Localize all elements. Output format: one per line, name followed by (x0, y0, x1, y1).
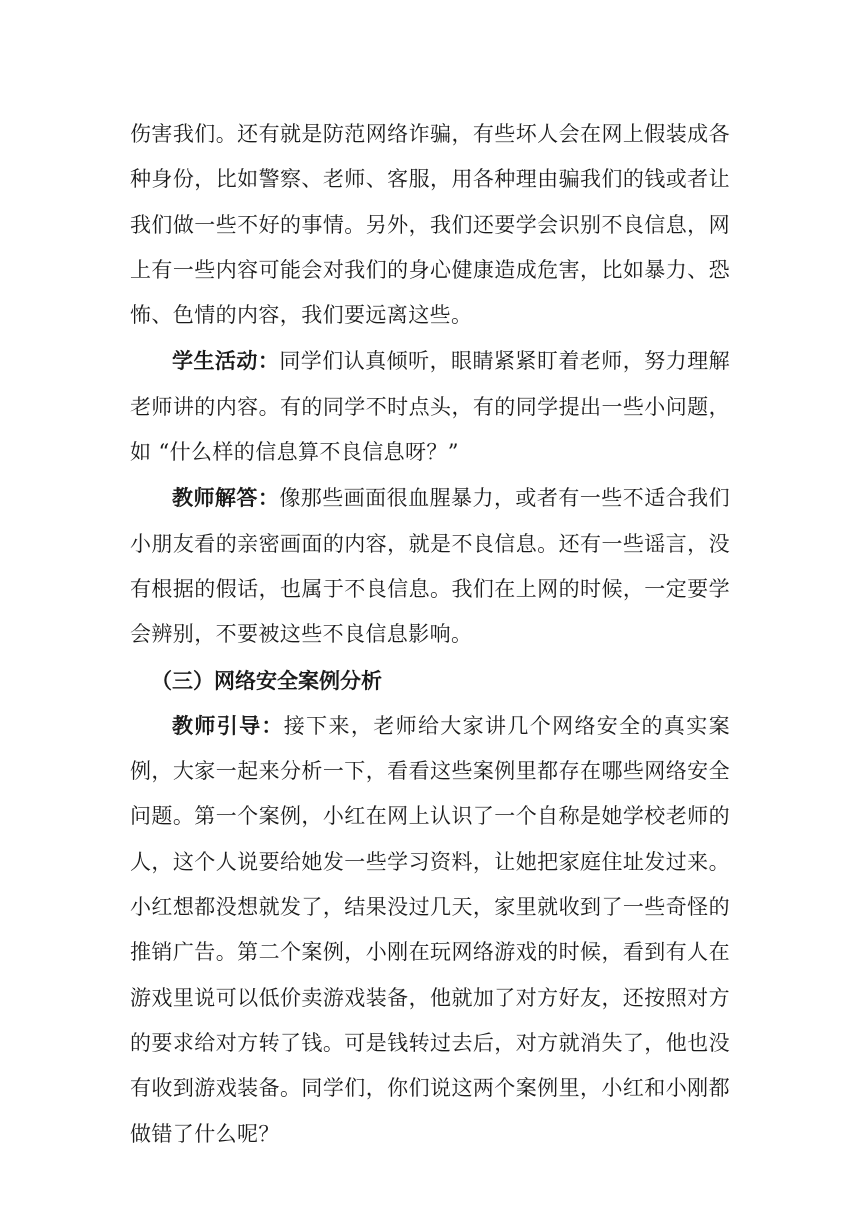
paragraph-text: 伤害我们。还有就是防范网络诈骗，有些坏人会在网上假装成各种身份，比如警察、老师、客服，用各种理由骗我们的钱或者让我们做一些不好的事情。另外，我们还要学会识别不良信息，网上有一些内容可能会对我们的身心健康造成危害，比如暴力、恐怖、色情的内容，我们要远离这些。 (130, 122, 730, 328)
paragraph-label: 学生活动： (172, 348, 280, 374)
paragraph-label: 教师引导： (172, 712, 284, 738)
paragraph-teacher-guide (130, 703, 730, 1157)
paragraph-text: 接下来，老师给大家讲几个网络安全的真实案例，大家一起来分析一下，看看这些案例里都存在哪些网络安全问题。第一个案例，小红在网上认识了一个自称是她学校老师的人，这个人说要给她发一些学习资料，让她把家庭住址发过来。小红想都没想就发了，结果没过几天，家里就收到了一些奇怪的推销广告。第二个案例，小刚在玩网络游戏的时候，看到有人在游戏里说可以低价卖游戏装备，他就加了对方好友，还按照对方的要求给对方转了钱。可是钱转过去后，对方就消失了，他也没有收到游戏装备。同学们，你们说这两个案例里，小红和小刚都做错了什么呢？ (130, 713, 731, 1146)
paragraph-continuation (130, 112, 730, 338)
paragraph-student-activity (130, 338, 730, 475)
section-heading: （三）网络安全案例分析 (151, 667, 382, 693)
paragraph-teacher-answer (130, 475, 730, 657)
paragraph-text: 同学们认真倾听，眼睛紧紧盯着老师，努力理解老师讲的内容。有的同学不时点头，有的同学提出一些小问题，如 “什么样的信息算不良信息呀？” (130, 349, 731, 465)
paragraph-label: 教师解答： (172, 485, 280, 511)
paragraph-text: 像那些画面很血腥暴力，或者有一些不适合我们小朋友看的亲密画面的内容，就是不良信息。还有一些谣言，没有根据的假话，也属于不良信息。我们在上网的时候，一定要学会辨别，不要被这些不良信息影响。 (130, 486, 731, 647)
